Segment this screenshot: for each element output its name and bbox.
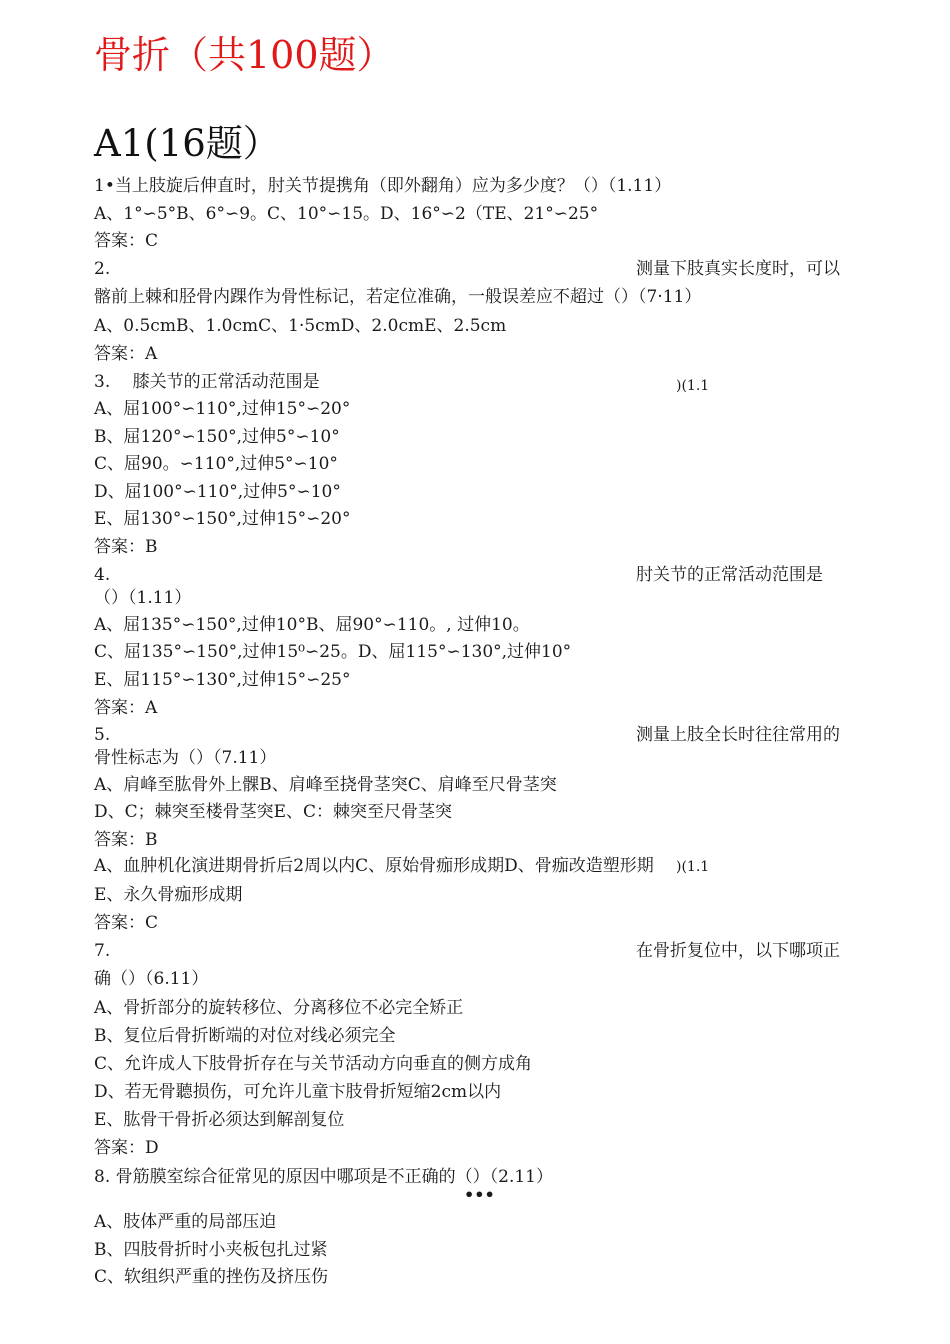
question-2-answer: 答案：A bbox=[94, 344, 158, 364]
page-title: 骨折（共100题） bbox=[94, 33, 395, 77]
question-6-option-e: E、永久骨痂形成期 bbox=[94, 885, 243, 905]
question-5-options-abc: A、肩峰至肱骨外上髁B、肩峰至挠骨茎突C、肩峰至尺骨茎突 bbox=[94, 775, 557, 795]
question-3: 3. 膝关节的正常活动范围是 bbox=[94, 372, 320, 392]
question-7-answer: 答案：D bbox=[94, 1138, 159, 1158]
question-7-option-d: D、若无骨聽损伤，可允许儿童卞肢骨折短缩2cm以内 bbox=[94, 1082, 502, 1102]
question-2-number: 2. bbox=[94, 259, 111, 279]
question-1-options: A、1°∽5°B、6°∽9。C、10°∽15。D、16°∽2（TE、21°∽25° bbox=[94, 204, 599, 224]
question-2-text: 髂前上棘和胫骨内踝作为骨性标记，若定位准确，一般误差应不超过（）（7·11） bbox=[94, 287, 702, 307]
question-5-options-de: D、C；棘突至楼骨茎突E、C：棘突至尺骨茎突 bbox=[94, 802, 453, 822]
question-5-answer: 答案：B bbox=[94, 830, 158, 850]
question-4-source: （）（1.11） bbox=[94, 588, 192, 608]
question-7-option-c: C、允许成人下肢骨折存在与关节活动方向垂直的侧方成角 bbox=[94, 1054, 533, 1074]
question-4-option-e: E、屈115°∽130°,过伸15°∽25° bbox=[94, 670, 351, 690]
question-7-number: 7. bbox=[94, 941, 111, 961]
question-3-option-c: C、屈90。∽110°,过伸5°∽10° bbox=[94, 454, 338, 474]
question-6-fragment: )(1.1 bbox=[676, 859, 710, 875]
question-1: 1•当上肢旋后伸直时，肘关节提携角（即外翻角）应为多少度？（）（1.11） bbox=[94, 176, 672, 196]
question-6-options: A、血肿机化演进期骨折后2周以内C、原始骨痂形成期D、骨痂改造塑形期 bbox=[94, 856, 654, 876]
question-7-option-a: A、骨折部分的旋转移位、分离移位不必完全矫正 bbox=[94, 998, 464, 1018]
question-3-option-b: B、屈120°∽150°,过伸5°∽10° bbox=[94, 427, 340, 447]
question-4-text: 肘关节的正常活动范围是 bbox=[636, 565, 823, 585]
question-3-option-d: D、屈100°∽110°,过伸5°∽10° bbox=[94, 482, 341, 502]
question-5-text: 骨性标志为（）（7.11） bbox=[94, 748, 277, 768]
question-7-option-b: B、复位后骨折断端的对位对线必须完全 bbox=[94, 1026, 396, 1046]
question-4-number: 4. bbox=[94, 565, 111, 585]
question-4-options-cd: C、屈135°∽150°,过伸15⁰∽25。D、屈115°∽130°,过伸10° bbox=[94, 642, 572, 662]
question-3-answer: 答案：B bbox=[94, 537, 158, 557]
question-8-option-b: B、四肢骨折时小夹板包扎过紧 bbox=[94, 1240, 328, 1260]
question-7-text: 确（）（6.11） bbox=[94, 969, 209, 989]
question-4-answer: 答案：A bbox=[94, 698, 158, 718]
ellipsis-marker: ••• bbox=[464, 1185, 495, 1204]
question-6-answer: 答案：C bbox=[94, 913, 159, 933]
question-2-text-start: 测量下肢真实长度时，可以 bbox=[636, 259, 840, 279]
question-5-number: 5. bbox=[94, 725, 111, 745]
question-7-option-e: E、肱骨干骨折必须达到解剖复位 bbox=[94, 1110, 345, 1130]
question-8-option-a: A、肢体严重的局部压迫 bbox=[94, 1212, 277, 1232]
question-3-fragment: )(1.1 bbox=[676, 378, 710, 394]
question-3-option-e: E、屈130°∽150°,过伸15°∽20° bbox=[94, 509, 351, 529]
section-heading: A1(16题） bbox=[94, 122, 280, 165]
question-4-options-ab: A、屈135°∽150°,过伸10°B、屈90°∽110。, 过伸10。 bbox=[94, 615, 530, 635]
question-2-options: A、0.5cmB、1.0cmC、1·5cmD、2.0cmE、2.5cm bbox=[94, 316, 507, 336]
question-8-option-c: C、软组织严重的挫伤及挤压伤 bbox=[94, 1267, 329, 1287]
question-8: 8. 骨筋膜室综合征常见的原因中哪项是不正确的（）（2.11） bbox=[94, 1167, 553, 1187]
question-1-answer: 答案：C bbox=[94, 231, 159, 251]
question-5-text-start: 测量上肢全长时往往常用的 bbox=[636, 725, 840, 745]
question-7-text-start: 在骨折复位中，以下哪项正 bbox=[636, 941, 840, 961]
question-3-option-a: A、屈100°∽110°,过伸15°∽20° bbox=[94, 399, 351, 419]
